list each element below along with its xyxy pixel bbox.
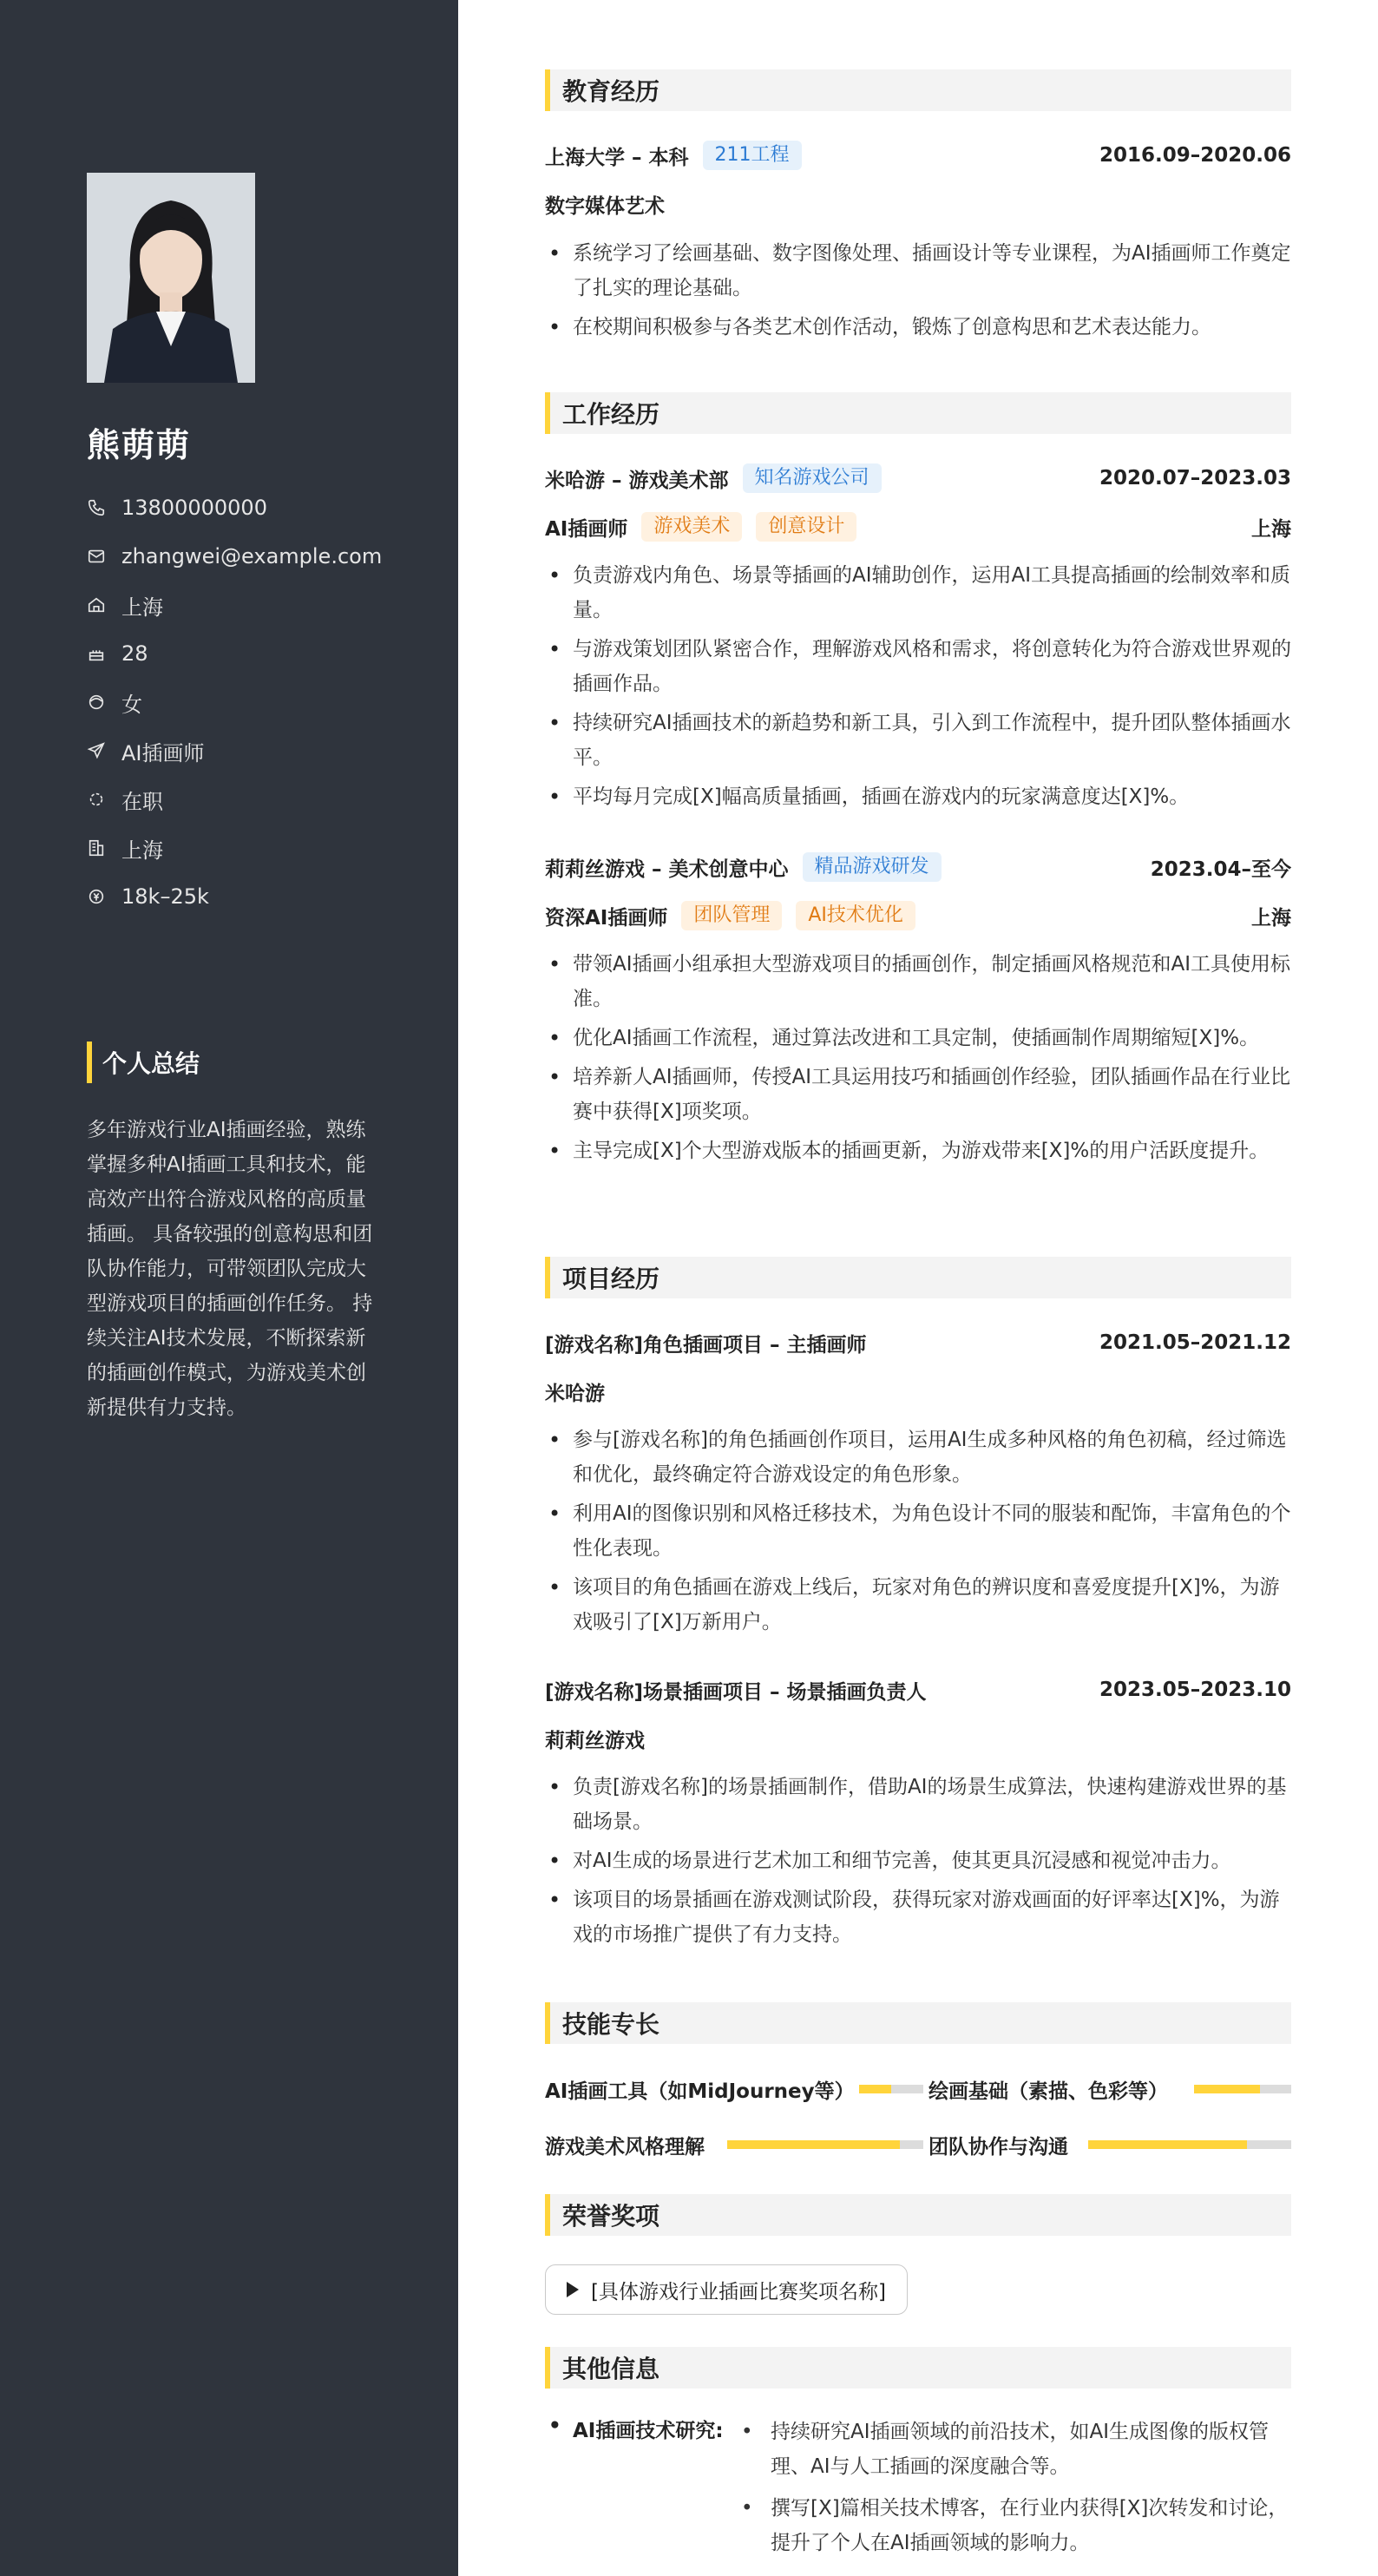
education-header	[545, 138, 1291, 173]
project-name: [游戏名称]场景插画项目 – 场景插画负责人	[545, 1680, 927, 1704]
project-date: 2023.05–2023.10	[1099, 1679, 1291, 1701]
list-item: • 在校期间积极参与各类艺术创作活动，锻炼了创意构思和艺术表达能力。	[545, 310, 1291, 345]
info-age	[87, 629, 382, 678]
info-job-text: AI插画师	[121, 740, 205, 766]
other-label: • AI插画技术研究:	[545, 2415, 724, 2443]
job-company: 莉莉丝游戏 – 美术创意中心	[545, 858, 789, 881]
list-item: • 参与[游戏名称]的角色插画创作项目，运用AI生成多种风格的角色初稿，经过筛选和优化，最终确定符合游戏设定的角色形象。	[545, 1423, 1291, 1492]
summary-title: 个人总结	[87, 1042, 200, 1083]
list-item: • 撰写[X]篇相关技术博客，在行业内获得[X]次转发和讨论，提升了个人在AI插画领域的影响力。	[738, 2491, 1293, 2560]
job-city: 上海	[1251, 517, 1291, 541]
award-item[interactable]	[545, 2264, 908, 2315]
award-text: [具体游戏行业插画比赛奖项名称]	[591, 2280, 886, 2303]
skill-bar-fill	[1088, 2140, 1247, 2149]
skill-name: 绘画基础（素描、色彩等）	[929, 2080, 1168, 2103]
skill-bar-fill	[1194, 2085, 1260, 2093]
list-item: • 系统学习了绘画基础、数字图像处理、插画设计等专业课程，为AI插画师工作奠定了扎实的理论基础。	[545, 236, 1291, 306]
list-item: • 对AI生成的场景进行艺术加工和细节完善，使其更具沉浸感和视觉冲击力。	[545, 1843, 1291, 1878]
other-bullets	[738, 2415, 1293, 2567]
project-date: 2021.05–2021.12	[1099, 1331, 1291, 1354]
project-header	[545, 1325, 1291, 1360]
honors-title: 荣誉奖项	[545, 2194, 1291, 2236]
phone-icon	[87, 498, 106, 517]
info-job	[87, 726, 382, 775]
info-email	[87, 532, 382, 581]
skill-name: 团队协作与沟通	[929, 2135, 1068, 2159]
skill-bar	[1088, 2140, 1291, 2149]
contact-info-list	[87, 483, 382, 921]
job-role-row	[545, 509, 1291, 544]
school-tag: 211工程	[703, 141, 802, 170]
info-gender	[87, 678, 382, 726]
skill-name: AI插画工具（如MidJourney等）	[545, 2080, 855, 2103]
list-item: • 该项目的场景插画在游戏测试阶段，获得玩家对游戏画面的好评率达[X]%，为游戏的市场推广提供了有力支持。	[545, 1883, 1291, 1952]
projects-title: 项目经历	[545, 1257, 1291, 1298]
skill-bar	[727, 2140, 923, 2149]
summary-text: 多年游戏行业AI插画经验，熟练掌握多种AI插画工具和技术，能高效产出符合游戏风格的高质量插画。 具备较强的创意构思和团队协作能力，可带领团队完成大型游戏项目的插画创作任务。 持续关注AI技术发展，不断探索新的插画创作模式，为游戏美术创新提供有力支持。	[87, 1119, 373, 1419]
project-bullets	[545, 1423, 1291, 1644]
building-icon	[87, 838, 106, 858]
avatar	[87, 173, 255, 383]
skill-bar-fill	[859, 2085, 891, 2093]
info-email-text: zhangwei@example.com	[121, 544, 383, 568]
skill-name: 游戏美术风格理解	[545, 2135, 705, 2159]
education-major: 数字媒体艺术	[545, 194, 665, 218]
education-title: 教育经历	[545, 69, 1291, 111]
list-item: • 与游戏策划团队紧密合作，理解游戏风格和需求，将创意转化为符合游戏世界观的插画作品。	[545, 632, 1291, 701]
list-item: • 平均每月完成[X]幅高质量插画，插画在游戏内的玩家满意度达[X]%。	[545, 779, 1291, 814]
job-role: AI插画师	[545, 517, 628, 541]
list-item: • 利用AI的图像识别和风格迁移技术，为角色设计不同的服装和配饰，丰富角色的个性化表现。	[545, 1496, 1291, 1566]
info-status-text: 在职	[121, 789, 163, 814]
list-item: • 持续研究AI插画技术的新趋势和新工具，引入到工作流程中，提升团队整体插画水平。	[545, 706, 1291, 775]
education-bullets	[545, 236, 1291, 349]
info-salary-text: 18k–25k	[121, 884, 209, 909]
list-item: • 优化AI插画工作流程，通过算法改进和工具定制，使插画制作周期缩短[X]%。	[545, 1021, 1291, 1055]
cake-icon	[87, 644, 106, 663]
info-phone	[87, 483, 382, 532]
candidate-name: 熊萌萌	[87, 426, 192, 464]
list-item: • 负责游戏内角色、场景等插画的AI辅助创作，运用AI工具提高插画的绘制效率和质量。	[545, 558, 1291, 628]
company-tag: 知名游戏公司	[743, 463, 882, 493]
info-location	[87, 581, 382, 629]
job-header	[545, 461, 1291, 496]
job-bullets	[545, 558, 1291, 818]
job-date: 2020.07–2023.03	[1099, 467, 1291, 490]
mail-icon	[87, 547, 106, 566]
other-title: 其他信息	[545, 2347, 1291, 2389]
skill-bar-fill	[727, 2140, 900, 2149]
work-title: 工作经历	[545, 392, 1291, 434]
school-name: 上海大学 – 本科	[545, 146, 689, 169]
project-name: [游戏名称]角色插画项目 – 主插画师	[545, 1333, 867, 1357]
info-age-text: 28	[121, 641, 148, 666]
portrait-photo	[87, 173, 255, 383]
skill-bar	[859, 2085, 923, 2093]
list-item: • 负责[游戏名称]的场景插画制作，借助AI的场景生成算法，快速构建游戏世界的基础场景。	[545, 1770, 1291, 1839]
home-icon	[87, 595, 106, 614]
skill-tag: AI技术优化	[796, 901, 915, 930]
info-location-text: 上海	[121, 595, 163, 620]
skills-title: 技能专长	[545, 2002, 1291, 2044]
skill-tag: 游戏美术	[641, 512, 742, 542]
project-org: 米哈游	[545, 1382, 605, 1405]
skill-tag: 团队管理	[681, 901, 782, 930]
job-header	[545, 850, 1291, 884]
project-bullets	[545, 1770, 1291, 1956]
info-salary	[87, 872, 382, 921]
project-org: 莉莉丝游戏	[545, 1729, 645, 1752]
list-item: • 持续研究AI插画领域的前沿技术，如AI生成图像的版权管理、AI与人工插画的深度融合等。	[738, 2415, 1293, 2484]
education-date: 2016.09–2020.06	[1099, 144, 1291, 167]
list-item: • 该项目的角色插画在游戏上线后，玩家对角色的辨识度和喜爱度提升[X]%，为游戏吸引了[X]万新用户。	[545, 1570, 1291, 1640]
skill-tag: 创意设计	[756, 512, 856, 542]
gender-icon	[87, 693, 106, 712]
list-item: • 培养新人AI插画师，传授AI工具运用技巧和插画创作经验，团队插画作品在行业比赛中获得[X]项奖项。	[545, 1060, 1291, 1129]
company-tag: 精品游戏研发	[803, 852, 942, 882]
job-date: 2023.04–至今	[1150, 858, 1291, 881]
play-icon	[567, 2282, 579, 2297]
job-city: 上海	[1251, 906, 1291, 930]
info-phone-text: 13800000000	[121, 496, 267, 520]
info-work-city-text: 上海	[121, 838, 163, 863]
list-item: • 带领AI插画小组承担大型游戏项目的插画创作，制定插画风格规范和AI工具使用标准。	[545, 947, 1291, 1016]
job-role-row	[545, 898, 1291, 933]
send-icon	[87, 741, 106, 760]
job-bullets	[545, 947, 1291, 1173]
project-header	[545, 1672, 1291, 1707]
status-icon	[87, 790, 106, 809]
info-work-city	[87, 824, 382, 872]
job-role: 资深AI插画师	[545, 906, 668, 930]
list-item: • 主导完成[X]个大型游戏版本的插画更新，为游戏带来[X]%的用户活跃度提升。	[545, 1134, 1291, 1168]
salary-icon	[87, 887, 106, 906]
info-gender-text: 女	[121, 692, 142, 717]
sidebar	[0, 0, 458, 2576]
job-company: 米哈游 – 游戏美术部	[545, 469, 729, 492]
info-status	[87, 775, 382, 824]
skill-bar	[1194, 2085, 1291, 2093]
